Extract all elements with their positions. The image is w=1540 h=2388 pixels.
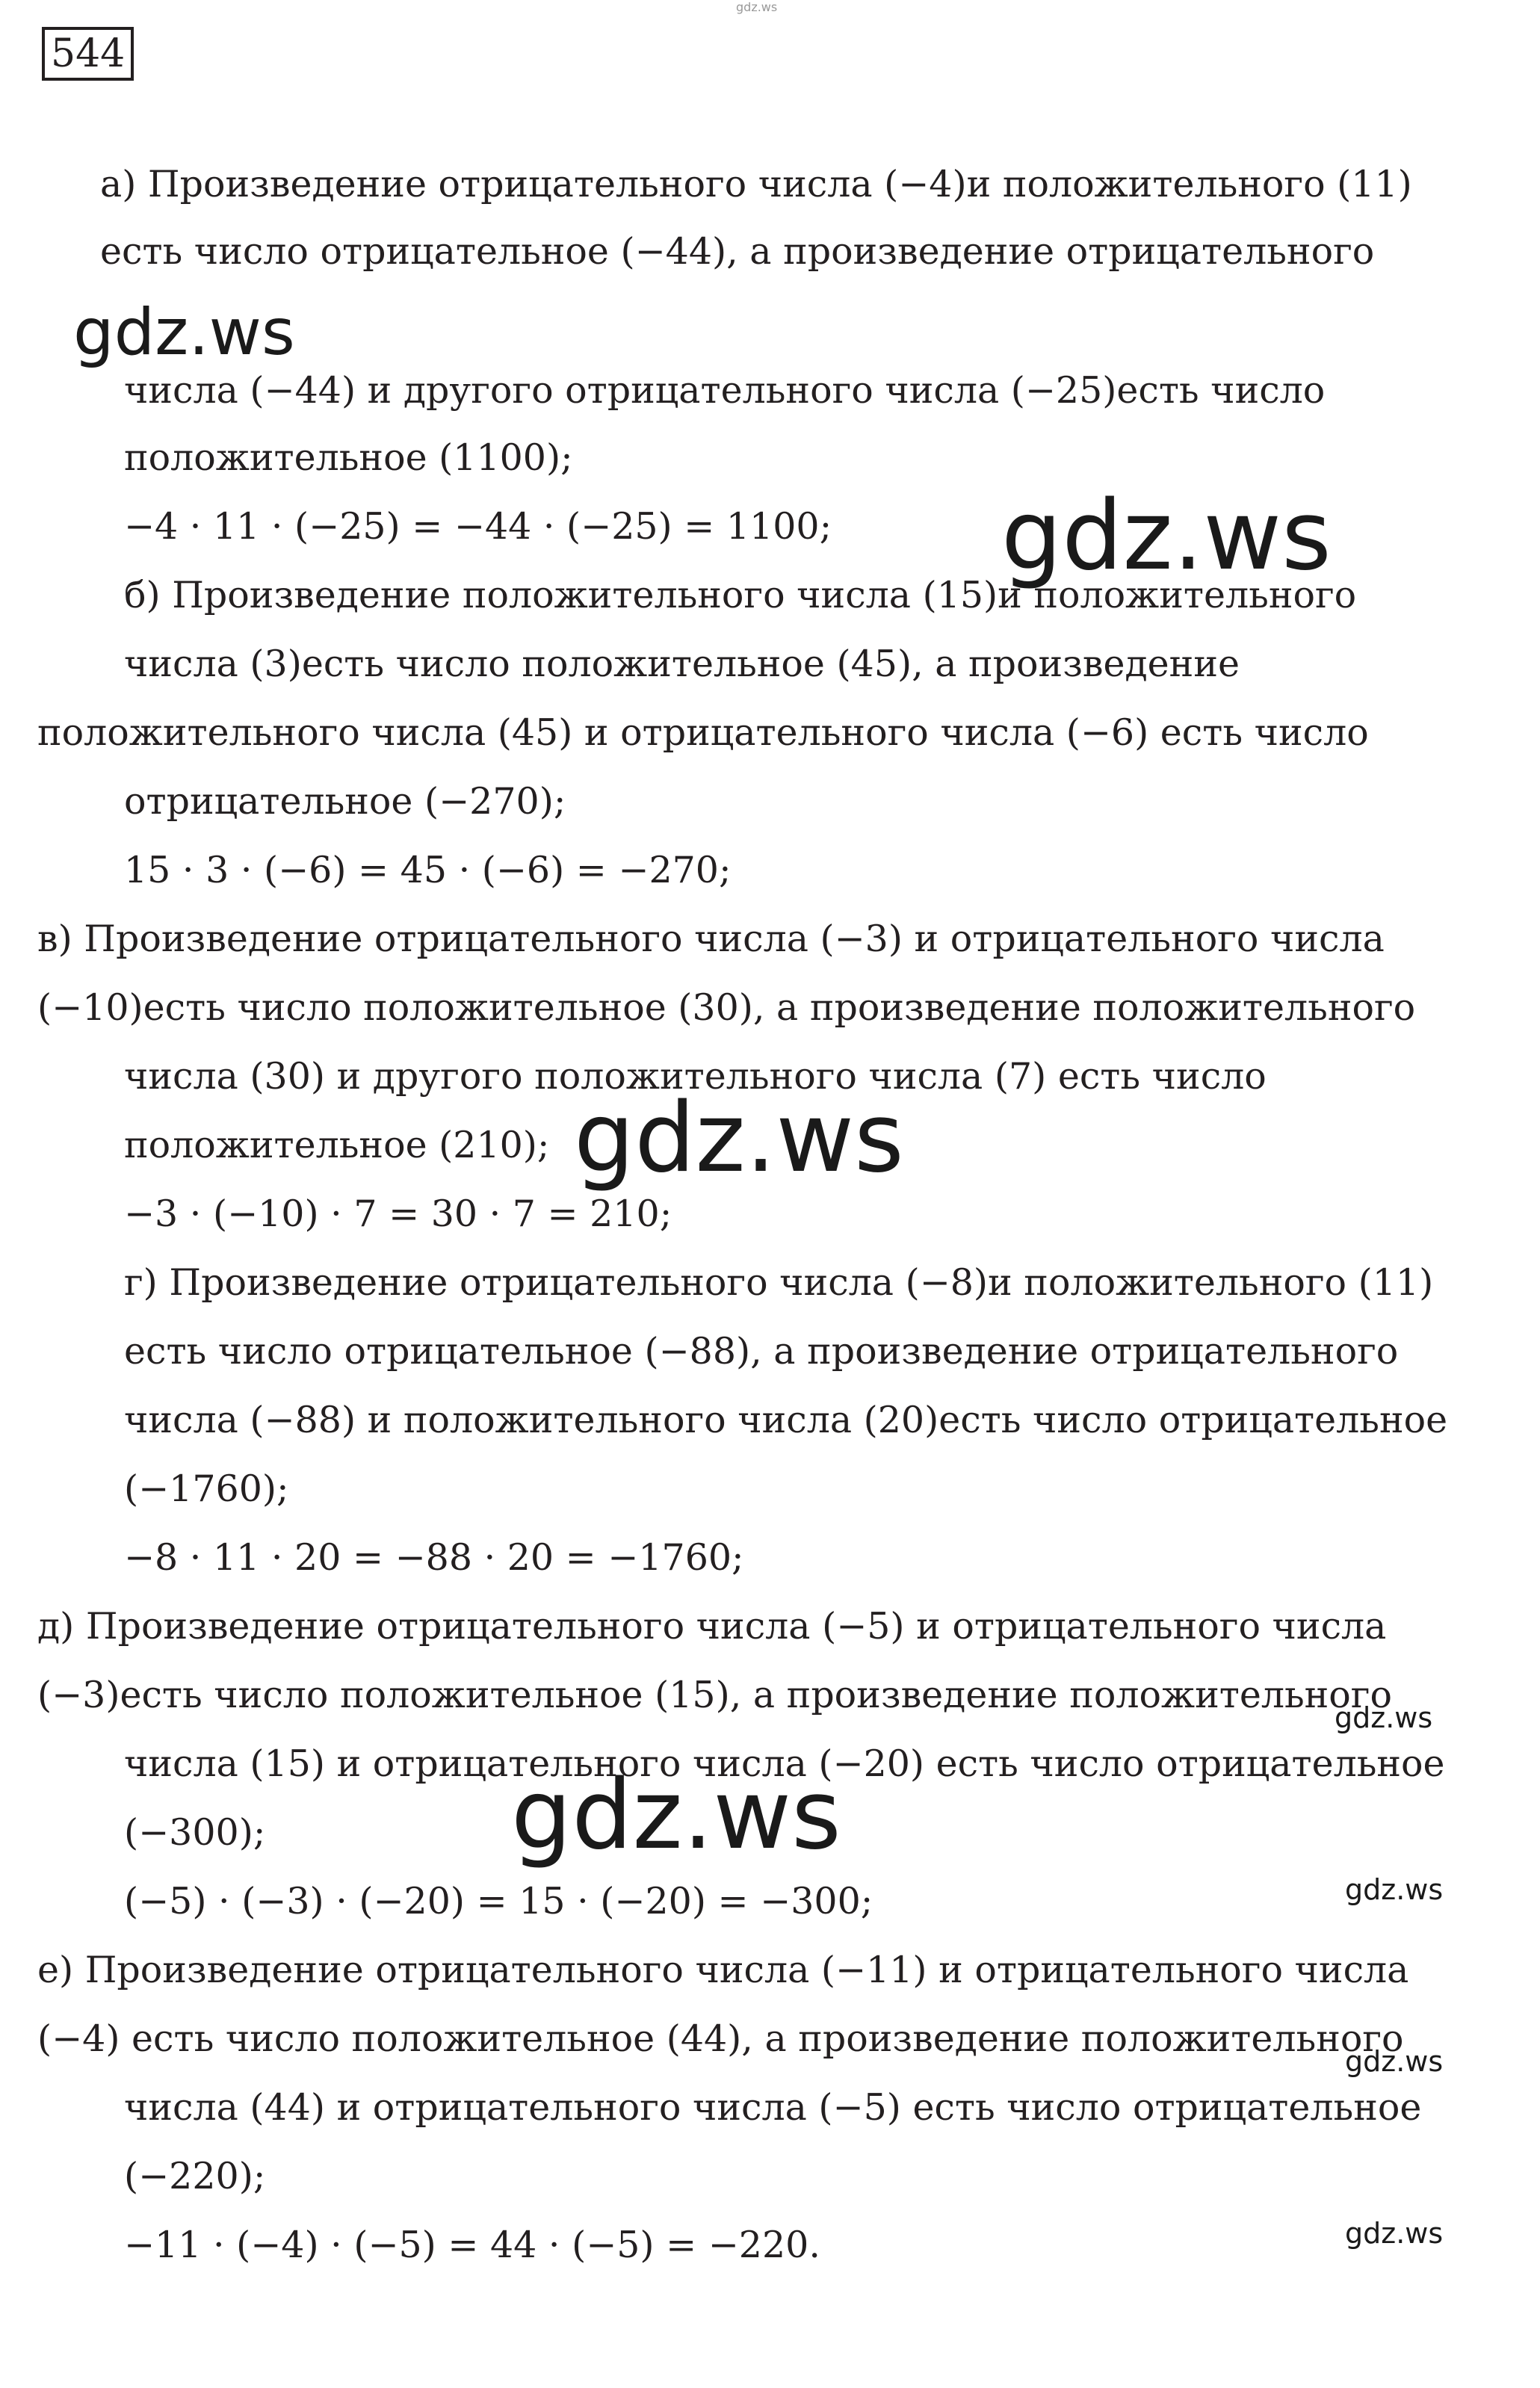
item-a-line: числа (−44) и другого отрицательного числа (−25)есть число [124, 369, 1326, 412]
item-a-equation: −4 · 11 · (−25) = −44 · (−25) = 1100; [124, 505, 832, 548]
watermark-small: gdz.ws [1345, 2045, 1444, 2078]
item-d-line: числа (15) и отрицательного числа (−20) есть число отрицательное [124, 1742, 1445, 1785]
item-e-equation: −11 · (−4) · (−5) = 44 · (−5) = −220. [124, 2224, 820, 2266]
item-e-line: числа (44) и отрицательного числа (−5) есть число отрицательное [124, 2086, 1422, 2129]
item-b-line: отрицательное (−270); [124, 780, 566, 823]
item-g-line: (−1760); [124, 1467, 289, 1510]
watermark-big: gdz.ws [1001, 480, 1332, 592]
watermark-mid: gdz.ws [73, 295, 295, 370]
item-v-line: (−10)есть число положительное (30), а произведение положительного [37, 986, 1416, 1029]
watermark-small: gdz.ws [1345, 1873, 1444, 1906]
item-d-line: д) Произведение отрицательного числа (−5) и отрицательного числа [37, 1605, 1387, 1648]
item-v-line: числа (30) и другого положительного числа (7) есть число [124, 1055, 1267, 1098]
item-g-equation: −8 · 11 · 20 = −88 · 20 = −1760; [124, 1536, 744, 1579]
item-a-line: есть число отрицательное (−44), а произведение отрицательного [100, 230, 1375, 273]
watermark-big: gdz.ws [574, 1083, 904, 1194]
item-a-line: положительное (1100); [124, 436, 573, 479]
item-a-line: а) Произведение отрицательного числа (−4)и положительного (11) [100, 163, 1412, 205]
item-g-line: г) Произведение отрицательного числа (−8)и положительного (11) [124, 1261, 1434, 1304]
watermark-small: gdz.ws [1335, 1701, 1433, 1734]
item-d-equation: (−5) · (−3) · (−20) = 15 · (−20) = −300; [124, 1880, 873, 1923]
item-b-line: положительного числа (45) и отрицательного числа (−6) есть число [37, 711, 1369, 754]
item-v-line: в) Произведение отрицательного числа (−3) и отрицательного числа [37, 918, 1385, 960]
watermark-tiny: gdz.ws [736, 0, 778, 14]
task-number: 544 [42, 27, 134, 81]
item-v-equation: −3 · (−10) · 7 = 30 · 7 = 210; [124, 1193, 672, 1235]
item-e-line: (−4) есть число положительное (44), а произведение положительного [37, 2017, 1404, 2060]
item-b-equation: 15 · 3 · (−6) = 45 · (−6) = −270; [124, 849, 732, 891]
item-b-line: числа (3)есть число положительное (45), а произведение [124, 643, 1240, 685]
item-d-line: (−300); [124, 1811, 266, 1854]
item-b-line: б) Произведение положительного числа (15)и положительного [124, 574, 1357, 616]
item-g-line: есть число отрицательное (−88), а произведение отрицательного [124, 1330, 1399, 1373]
watermark-big: gdz.ws [511, 1760, 841, 1871]
watermark-small: gdz.ws [1345, 2217, 1444, 2250]
item-g-line: числа (−88) и положительного числа (20)есть число отрицательное [124, 1399, 1448, 1441]
item-v-line: положительное (210); [124, 1124, 550, 1166]
item-d-line: (−3)есть число положительное (15), а произведение положительного [37, 1674, 1392, 1716]
item-e-line: е) Произведение отрицательного числа (−11) и отрицательного числа [37, 1949, 1409, 1991]
item-e-line: (−220); [124, 2155, 266, 2197]
